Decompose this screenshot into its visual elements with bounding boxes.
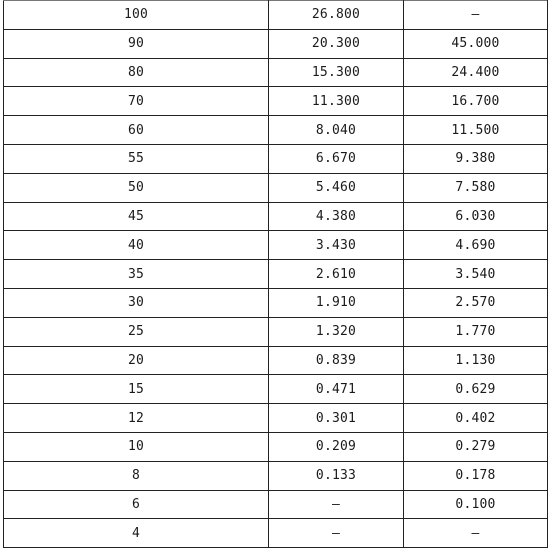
table-row [4, 29, 548, 58]
table-cell-col1: 10 [4, 432, 269, 461]
table-cell-col1: 12 [4, 404, 269, 433]
table-cell-col3: 2.570 [404, 288, 548, 317]
table-row [4, 87, 548, 116]
table-cell-col1: 30 [4, 288, 269, 317]
table-row [4, 432, 548, 461]
table-row [4, 346, 548, 375]
table-cell-col3: 11.500 [404, 116, 548, 145]
table-cell-col1: 70 [4, 87, 269, 116]
table-cell-col3: 3.540 [404, 260, 548, 289]
table-cell-col3: 7.580 [404, 173, 548, 202]
table-cell-col3: 6.030 [404, 202, 548, 231]
table-cell-col2: 0.133 [269, 461, 404, 490]
table-cell-col3: 9.380 [404, 144, 548, 173]
table-cell-col2: 3.430 [269, 231, 404, 260]
table-cell-col3: 1.770 [404, 317, 548, 346]
table-cell-col2: 5.460 [269, 173, 404, 202]
table-cell-col3: 0.178 [404, 461, 548, 490]
table-cell-col3: 0.402 [404, 404, 548, 433]
table-cell-col3: 1.130 [404, 346, 548, 375]
table-cell-col1: 45 [4, 202, 269, 231]
table-row [4, 144, 548, 173]
table-cell-col2: 26.800 [269, 1, 404, 30]
table-cell-col1: 80 [4, 58, 269, 87]
table-cell-col3: 45.000 [404, 29, 548, 58]
table-cell-col1: 100 [4, 1, 269, 30]
table-cell-col1: 25 [4, 317, 269, 346]
table-row [4, 519, 548, 548]
table-cell-col3: 0.629 [404, 375, 548, 404]
table-cell-col1: 4 [4, 519, 269, 548]
table-cell-col1: 35 [4, 260, 269, 289]
table-cell-col1: 60 [4, 116, 269, 145]
table-cell-col3: 4.690 [404, 231, 548, 260]
table-row [4, 288, 548, 317]
table-cell-col2: — [269, 490, 404, 519]
table-cell-col2: 0.839 [269, 346, 404, 375]
table-cell-col1: 15 [4, 375, 269, 404]
table-row [4, 375, 548, 404]
table-cell-col2: 1.320 [269, 317, 404, 346]
table-row [4, 202, 548, 231]
table-cell-col3: 0.279 [404, 432, 548, 461]
table-cell-col2: — [269, 519, 404, 548]
table-body [4, 1, 548, 548]
table-cell-col2: 11.300 [269, 87, 404, 116]
table-cell-col1: 8 [4, 461, 269, 490]
table-cell-col1: 20 [4, 346, 269, 375]
table-cell-col3: — [404, 519, 548, 548]
table-row [4, 317, 548, 346]
table-cell-col3: — [404, 1, 548, 30]
table-cell-col2: 20.300 [269, 29, 404, 58]
table-cell-col2: 0.209 [269, 432, 404, 461]
table-row [4, 116, 548, 145]
table-cell-col2: 6.670 [269, 144, 404, 173]
table-row [4, 490, 548, 519]
table-cell-col1: 55 [4, 144, 269, 173]
table-cell-col3: 0.100 [404, 490, 548, 519]
table-row [4, 260, 548, 289]
table-cell-col2: 0.471 [269, 375, 404, 404]
table-cell-col3: 24.400 [404, 58, 548, 87]
table-row [4, 173, 548, 202]
table-row [4, 461, 548, 490]
data-table [3, 0, 548, 548]
table-cell-col3: 16.700 [404, 87, 548, 116]
table-cell-col1: 50 [4, 173, 269, 202]
table-cell-col2: 2.610 [269, 260, 404, 289]
table-cell-col2: 15.300 [269, 58, 404, 87]
table-cell-col2: 4.380 [269, 202, 404, 231]
table-cell-col2: 8.040 [269, 116, 404, 145]
table-cell-col2: 0.301 [269, 404, 404, 433]
table-row [4, 58, 548, 87]
table-cell-col1: 40 [4, 231, 269, 260]
table-row [4, 1, 548, 30]
table-row [4, 404, 548, 433]
table-cell-col1: 6 [4, 490, 269, 519]
table-cell-col1: 90 [4, 29, 269, 58]
table-cell-col2: 1.910 [269, 288, 404, 317]
table-row [4, 231, 548, 260]
